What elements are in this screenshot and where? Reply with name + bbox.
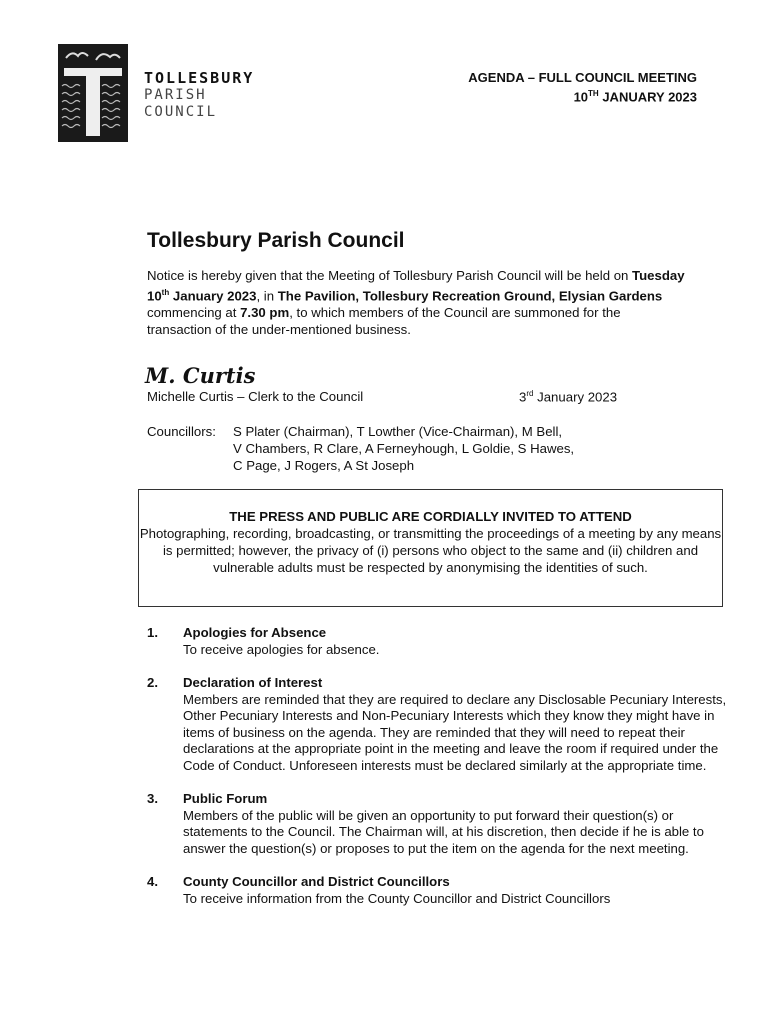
header-line-1: AGENDA – FULL COUNCIL MEETING [468,70,697,85]
notice-text-1: Notice is hereby given that the Meeting of Tollesbury Parish Council will be held on [147,268,633,283]
press-body: Photographing, recording, broadcasting, or transmitting the proceedings of a meeting by any means is permitted; however, the privacy of (i) persons who object to the same and (ii) children and vulnerable adults must be respected by anonymising the identities of such. [139,526,722,575]
notice-venue: The Pavilion, Tollesbury Recreation Ground, Elysian Gardens [277,288,663,304]
clerk-date-rest: January 2023 [533,389,618,405]
clerk-date-day: 3 [519,389,527,405]
logo-line-1: TOLLESBURY [144,69,255,87]
clerk-date-suffix: rd [526,389,534,398]
header-day-suffix: TH [588,89,599,98]
clerk-name: Michelle Curtis – Clerk to the Council [147,389,364,404]
agenda-item [147,791,732,857]
agenda-item-number: 1. [147,625,158,640]
council-logo [58,44,254,142]
logo-line-3: COUNCIL [144,104,218,120]
agenda-item-number: 4. [147,874,158,889]
header-month-year: JANUARY 2023 [598,89,697,105]
meeting-notice [147,267,687,338]
header-day: 10 [573,89,589,105]
logo-wordmark [144,70,254,121]
agenda-item [147,675,732,774]
councillors-label: Councillors: [147,424,216,439]
councillors-line-2: V Chambers, R Clare, A Ferneyhough, L Goldie, S Hawes, [233,441,575,456]
councillors-line-1: S Plater (Chairman), T Lowther (Vice-Chairman), M Bell, [233,424,563,439]
agenda-item-number: 2. [147,675,158,690]
agenda-item-body: To receive information from the County Councillor and District Councillors [183,890,611,906]
councillors-list [147,423,707,474]
logo-emblem-icon [58,44,128,142]
notice-time: 7.30 pm [240,305,290,321]
notice-date [519,389,617,404]
press-heading: THE PRESS AND PUBLIC ARE CORDIALLY INVITED TO ATTEND [229,509,632,524]
notice-date-a: Tuesday 10 [147,268,685,304]
agenda-item-body: Members are reminded that they are required to declare any Disclosable Pecuniary Interests, Other Pecuniary Interests and Non-Pecuniary Interests which they know they might have in items of business on the agenda. They are reminded that they will need to repeat their declarations at the appropriate point in the meeting and leave the room if required under the Code of Conduct. Unforeseen interests must be declared similarly at the appropriate time. [183,691,727,773]
clerk-line [147,389,647,404]
notice-text-4: , to which members of the Council are summoned for the transaction of the under-mentioned business. [147,305,621,338]
agenda-item-body: To receive apologies for absence. [183,641,380,657]
page-title: Tollesbury Parish Council [147,229,405,252]
agenda-item [147,874,732,907]
agenda-item [147,625,732,658]
agenda-item-title: Apologies for Absence [183,625,327,640]
notice-date-suffix: th [161,288,170,297]
press-notice-box [138,489,723,607]
agenda-item-title: Public Forum [183,791,268,806]
agenda-item-body: Members of the public will be given an opportunity to put forward their question(s) or statements to the Council. The Chairman will, at his discretion, then decide if he is able to answer the question(s) or proposes to put the item on the agenda for the next meeting. [183,807,704,856]
logo-line-2: PARISH [144,87,207,103]
notice-text-2: , in [256,288,278,304]
notice-date-b: January 2023 [169,288,257,304]
clerk-signature: M. Curtis [145,363,256,388]
agenda-item-number: 3. [147,791,158,806]
agenda-list [147,625,732,907]
councillors-line-3: C Page, J Rogers, A St Joseph [233,458,415,473]
agenda-item-title: Declaration of Interest [183,675,323,690]
notice-text-3: commencing at [147,305,241,321]
document-header [468,70,697,105]
agenda-item-title: County Councillor and District Councillors [183,874,450,889]
header-line-2 [468,86,697,105]
